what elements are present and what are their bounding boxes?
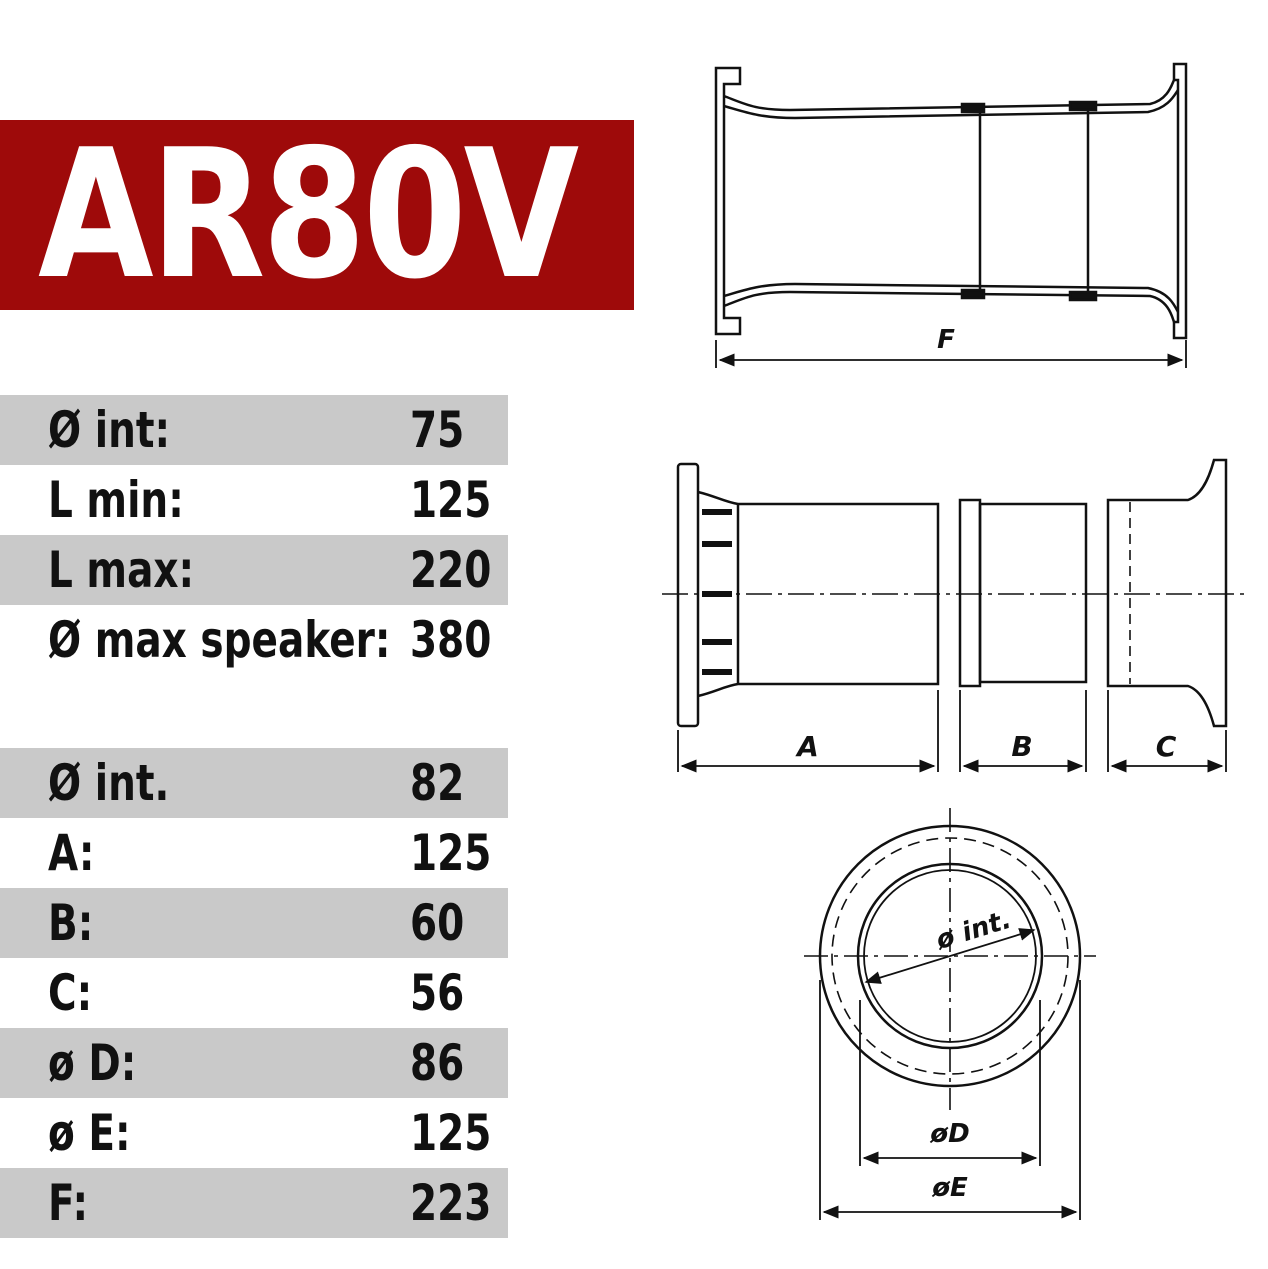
spec-label: B: <box>48 894 94 952</box>
label-f: F <box>937 325 955 355</box>
spec-label: ø D: <box>48 1034 137 1092</box>
joint-clip <box>962 104 984 112</box>
spec-table-top <box>0 395 508 675</box>
label-a: A <box>797 730 819 763</box>
spec-value: 125 <box>410 471 492 529</box>
title-banner <box>0 111 634 318</box>
drawing-svg <box>640 40 1260 1240</box>
table-row <box>0 818 508 888</box>
spec-label: Ø int: <box>48 401 171 459</box>
table-row <box>0 535 508 605</box>
label-e: øE <box>932 1173 968 1203</box>
spec-table-bottom <box>0 748 508 1238</box>
dimension-abc <box>678 690 1226 772</box>
part-a-tube <box>698 492 938 696</box>
spec-value: 125 <box>410 1104 492 1162</box>
table-row <box>0 1098 508 1168</box>
label-c: C <box>1155 730 1177 763</box>
spec-label: F: <box>48 1174 89 1232</box>
spec-value: 86 <box>410 1034 465 1092</box>
spec-value: 125 <box>410 824 492 882</box>
joint-clip <box>1070 292 1096 300</box>
part-c-bell <box>1108 460 1226 726</box>
spec-value: 75 <box>410 401 465 459</box>
spec-value: 223 <box>410 1174 492 1232</box>
table-row <box>0 888 508 958</box>
part-b-tube <box>980 504 1086 682</box>
spec-label: A: <box>48 824 95 882</box>
label-int: ø int. <box>932 904 1015 956</box>
label-d: øD <box>930 1119 970 1149</box>
table-row <box>0 1028 508 1098</box>
table-row <box>0 748 508 818</box>
spec-value: 56 <box>410 964 465 1022</box>
spec-value: 380 <box>410 611 492 669</box>
right-flange <box>1174 64 1186 338</box>
table-row <box>0 395 508 465</box>
spec-value: 82 <box>410 754 465 812</box>
joint-clip <box>962 290 984 298</box>
top-outer-wall <box>724 80 1174 110</box>
spec-label: ø E: <box>48 1104 131 1162</box>
spec-label: C: <box>48 964 93 1022</box>
table-row <box>0 958 508 1028</box>
assembled-port-section <box>716 64 1186 338</box>
spec-label: L max: <box>48 541 195 599</box>
spec-label: Ø max speaker: <box>48 611 391 669</box>
label-b: B <box>1011 730 1033 763</box>
table-row <box>0 465 508 535</box>
technical-drawing <box>640 40 1260 1240</box>
part-b-ring <box>960 500 980 686</box>
product-title: AR80V <box>38 111 576 318</box>
bottom-outer-wall <box>724 292 1174 322</box>
spec-value: 220 <box>410 541 492 599</box>
table-row <box>0 1168 508 1238</box>
joint-clip <box>1070 102 1096 110</box>
table-row <box>0 605 508 675</box>
spec-label: L min: <box>48 471 184 529</box>
part-a-flange <box>678 464 698 726</box>
spec-value: 60 <box>410 894 465 952</box>
front-view <box>804 808 1096 1110</box>
exploded-view <box>662 460 1246 726</box>
bottom-inner-wall <box>724 284 1178 312</box>
part-a-ribs <box>702 512 732 672</box>
spec-label: Ø int. <box>48 754 170 812</box>
